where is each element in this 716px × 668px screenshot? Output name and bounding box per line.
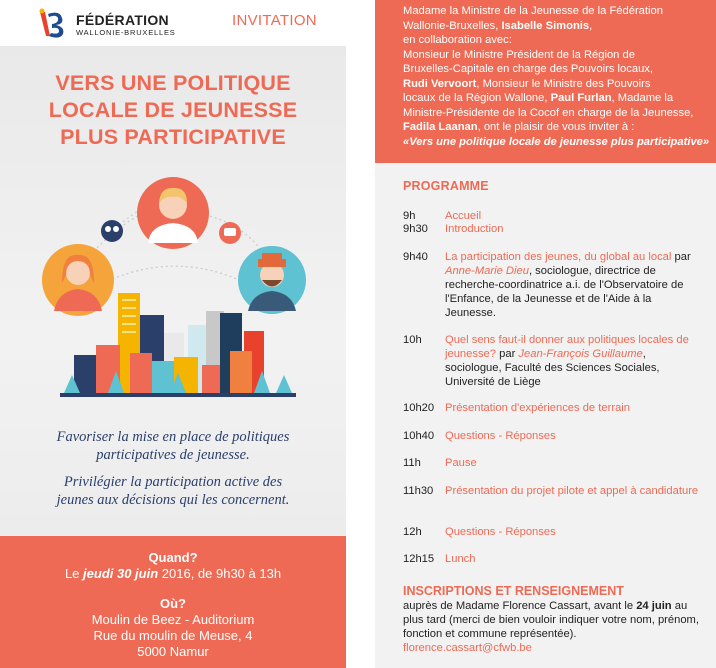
programme-time: 9h40 (403, 251, 428, 263)
intro-line (403, 19, 710, 34)
brand-subtitle: WALLONIE-BRUXELLES (76, 28, 176, 37)
intro-line (403, 135, 710, 150)
intro-text: , Madame la (611, 92, 674, 104)
federation-logo-icon (34, 6, 70, 42)
speaker-details: , sociologue, directrice de recherche-coordinatrice a.i. de l'Observatoire de l'Enfance, de la Jeunesse et de l'Aide à la Jeunesse. (445, 265, 684, 319)
programme-label: Introduction (445, 223, 504, 235)
intro-line (403, 77, 710, 92)
programme-by: par (496, 348, 519, 360)
tagline-line: Privilégier la participation active des (63, 474, 283, 490)
programme-description (445, 333, 703, 389)
intro-line (403, 91, 710, 106)
where-label: Où? (160, 596, 186, 611)
where-line: 5000 Namur (137, 644, 209, 659)
where-line: Moulin de Beez - Auditorium (91, 612, 255, 627)
when-time: 2016, de 9h30 à 13h (158, 566, 282, 581)
when-label: Quand? (148, 550, 198, 565)
header (0, 0, 346, 46)
speaker-name: Jean-François Guillaume (518, 348, 643, 360)
programme-time: 11h30 (403, 485, 434, 497)
when-date (0, 566, 346, 581)
intro-text: , ont le plaisir de vous inviter à : (477, 121, 635, 133)
programme-label: Lunch (445, 553, 476, 565)
intro-text: locaux de la Région Wallone, (403, 92, 551, 104)
programme-time: 11h (403, 457, 421, 469)
intro-text: , (589, 19, 593, 32)
intro-line: en collaboration avec: (403, 34, 512, 46)
when-prefix: Le (64, 566, 84, 581)
title-line: LOCALE DE JEUNESSE (48, 98, 298, 122)
programme-label: Questions - Réponses (445, 430, 556, 442)
inscriptions-intro: auprès de Madame Florence Cassart, avant le (403, 600, 637, 612)
intro-line: Bruxelles-Capitale en charge des Pouvoirs locaux, (403, 63, 653, 75)
programme-label: Présentation d'expériences de terrain (445, 402, 630, 414)
minister-name: Paul Furlan (550, 92, 612, 104)
programme-time: 10h40 (403, 430, 435, 442)
inscriptions-text (403, 599, 703, 655)
programme-label: Questions - Réponses (445, 526, 556, 538)
programme-label: La participation des jeunes, du global au local (445, 251, 672, 263)
inscriptions-title: INSCRIPTIONS ET RENSEIGNEMENT (403, 584, 624, 598)
title-line: PLUS PARTICIPATIVE (60, 125, 286, 149)
programme-label: Accueil (445, 210, 482, 222)
intro-line (403, 120, 710, 135)
programme-time: 12h15 (403, 553, 435, 565)
tagline-2 (0, 473, 346, 509)
email-link[interactable]: florence.cassart@cfwb.be (403, 642, 532, 654)
programme-label: Pause (445, 457, 477, 469)
speaker-details: , sociologue, Faculté des Sciences Sociales, Université de Liège (445, 348, 660, 388)
programme-time: 10h (403, 334, 422, 346)
deadline: 24 juin (636, 600, 672, 612)
programme-by: par (674, 251, 691, 263)
tagline-1 (0, 428, 346, 464)
minister-name: Rudi Vervoort (403, 77, 477, 90)
intro-text: , Monsieur le Ministre des Pouvoirs (476, 77, 651, 90)
programme-label: Présentation du projet pilote et appel à candidature (445, 485, 699, 497)
tagline-line: participatives de jeunesse. (96, 447, 250, 463)
page-title (0, 70, 346, 151)
event-quote: «Vers une politique locale de jeunesse plus participative» (403, 135, 710, 148)
programme-time: 12h (403, 526, 422, 538)
intro-line: Madame la Ministre de la Jeunesse de la Fédération (403, 5, 663, 17)
invitation-label: INVITATION (232, 12, 317, 29)
tagline-line: jeunes aux décisions qui les concernent. (56, 492, 290, 508)
programme-label: Quel sens faut-il donner aux politiques locales de jeunesse? (445, 334, 689, 360)
programme-description (445, 250, 703, 320)
programme-time: 9h (403, 210, 416, 222)
minister-name: Isabelle Simonis (501, 19, 590, 32)
tagline-line: Favoriser la mise en place de politiques (56, 429, 290, 445)
programme-time: 9h30 (403, 223, 428, 235)
speaker-name: Anne-Marie Dieu (445, 265, 529, 277)
title-line: VERS UNE POLITIQUE (55, 71, 291, 95)
inscriptions-details: au plus tard (merci de bien vouloir indiquer votre nom, prénom, fonction et commune représentée). (403, 600, 699, 640)
brand-name: FÉDÉRATION (76, 12, 169, 28)
intro-line: Monsieur le Ministre Président de la Région de (403, 48, 635, 61)
intro-text: Wallonie-Bruxelles, (403, 19, 502, 32)
where-line: Rue du moulin de Meuse, 4 (93, 628, 253, 643)
when-day: jeudi 30 juin (83, 566, 159, 581)
programme-title: PROGRAMME (403, 179, 489, 193)
programme-time: 10h20 (403, 402, 435, 414)
intro-line: Ministre-Présidente de la Cocof en charge de la Jeunesse, (403, 106, 694, 119)
minister-name: Fadila Laanan (403, 121, 478, 133)
youth-city-illustration (40, 175, 308, 415)
invitation-text (375, 0, 716, 163)
